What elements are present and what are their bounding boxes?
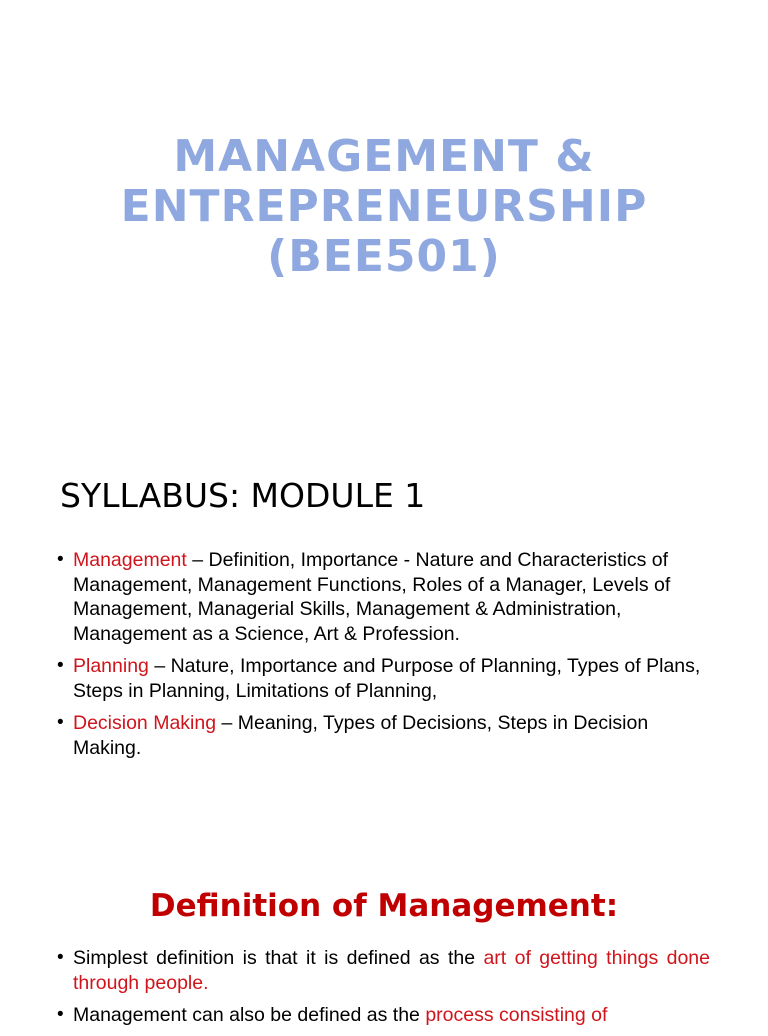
list-item	[57, 946, 710, 995]
definition-list	[57, 946, 710, 1036]
bullet-glyph: •	[57, 549, 64, 570]
bullet-glyph: •	[57, 655, 64, 676]
definition-highlight: process consisting of	[425, 1004, 608, 1026]
course-title-line: ENTREPRENEURSHIP	[120, 181, 648, 232]
syllabus-title: SYLLABUS: MODULE 1	[60, 476, 426, 515]
list-item	[57, 711, 710, 760]
slide-title	[0, 0, 768, 440]
topic-text: – Definition, Importance - Nature and Characteristics of Management, Management Functions, Roles of a Manager, Levels of Management, Managerial Skills, Management & Administration, Management as a Science, Art & Profession.	[73, 549, 671, 645]
list-item	[57, 548, 710, 646]
definition-highlight: art of getting things done through people.	[73, 947, 710, 994]
bullet-glyph: •	[57, 1004, 64, 1025]
slide-syllabus	[0, 440, 768, 840]
topic-highlight: Decision Making	[73, 712, 217, 734]
topic-highlight: Management	[73, 549, 187, 571]
course-title-line: (BEE501)	[267, 231, 501, 282]
definition-title: Definition of Management:	[149, 888, 619, 924]
course-title-line: MANAGEMENT &	[173, 131, 595, 182]
bullet-glyph: •	[57, 712, 64, 733]
definition-text: Management can also be defined as the	[73, 1004, 426, 1026]
topic-text: – Nature, Importance and Purpose of Planning, Types of Plans, Steps in Planning, Limitations of Planning,	[73, 655, 701, 702]
bullet-glyph: •	[57, 947, 64, 968]
topic-highlight: Planning	[73, 655, 149, 677]
course-title	[0, 132, 768, 282]
topic-text: – Meaning, Types of Decisions, Steps in Decision Making.	[73, 712, 649, 759]
syllabus-list	[57, 548, 710, 768]
definition-text: Simplest definition is that it is defined as the	[73, 947, 484, 969]
list-item	[57, 654, 710, 703]
slide-definition	[0, 840, 768, 1024]
